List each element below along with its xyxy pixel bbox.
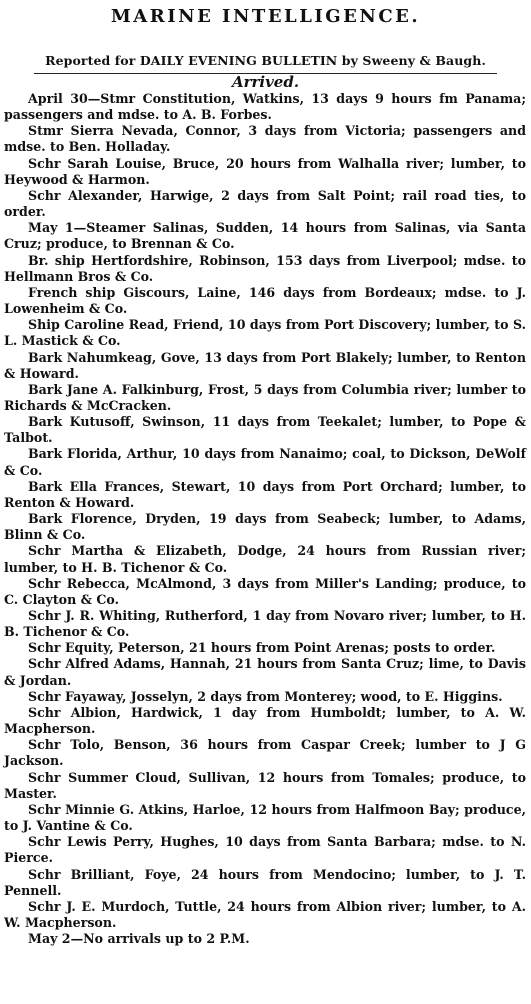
column-headline: MARINE INTELLIGENCE. <box>110 6 421 27</box>
arrival-entry: Bark Nahumkeag, Gove, 13 days from Port Blakely; lumber, to Renton & Howard. <box>4 349 526 381</box>
arrival-entry: Schr Alfred Adams, Hannah, 21 hours from Santa Cruz; lime, to Davis & Jordan. <box>4 656 526 688</box>
reported-by-line: Reported for DAILY EVENING BULLETIN by Sweeny & Baugh. <box>45 53 486 68</box>
arrival-entry: Br. ship Hertfordshire, Robinson, 153 days from Liverpool; mdse. to Hellmann Bros & Co. <box>4 252 526 284</box>
arrival-entry: Bark Florence, Dryden, 19 days from Seabeck; lumber, to Adams, Blinn & Co. <box>4 511 526 543</box>
arrival-entry: Schr Minnie G. Atkins, Harloe, 12 hours from Halfmoon Bay; produce, to J. Vantine & Co. <box>4 801 526 834</box>
arrival-entry: Schr Equity, Peterson, 21 hours from Point Arenas; posts to order. <box>28 640 496 656</box>
section-heading-arrived: Arrived. <box>231 73 300 91</box>
arrival-entry: Bark Kutusoff, Swinson, 11 days from Teekalet; lumber, to Pope & Talbot. <box>4 414 526 446</box>
arrivals-list <box>4 91 527 947</box>
arrival-entry: Schr Rebecca, McAlmond, 3 days from Miller's Landing; produce, to C. Clayton & Co. <box>4 575 526 607</box>
arrival-entry: Bark Ella Frances, Stewart, 10 days from Port Orchard; lumber, to Renton & Howard. <box>4 478 526 510</box>
arrival-entry: Schr Martha & Elizabeth, Dodge, 24 hours from Russian river; lumber, to H. B. Tichenor & Co. <box>4 543 526 575</box>
arrival-entry: May 1—Steamer Salinas, Sudden, 14 hours from Salinas, via Santa Cruz; produce, to Brennan & Co. <box>4 220 526 252</box>
arrival-entry: Ship Caroline Read, Friend, 10 days from Port Discovery; lumber, to S. L. Mastick & Co. <box>4 317 526 349</box>
arrival-entry: Bark Jane A. Falkinburg, Frost, 5 days from Columbia river; lumber to Richards & McCracken. <box>4 381 526 413</box>
arrival-entry: Schr J. E. Murdoch, Tuttle, 24 hours from Albion river; lumber, to A. W. Macpherson. <box>4 898 526 930</box>
arrival-entry: Schr Lewis Perry, Hughes, 10 days from Santa Barbara; mdse. to N. Pierce. <box>4 834 526 866</box>
arrival-entry: Schr Alexander, Harwige, 2 days from Salt Point; rail road ties, to order. <box>4 187 526 220</box>
arrival-entry: Schr Sarah Louise, Bruce, 20 hours from Walhalla river; lumber, to Heywood & Harmon. <box>4 155 526 187</box>
arrival-entry: Schr J. R. Whiting, Rutherford, 1 day from Novaro river; lumber, to H. B. Tichenor & Co. <box>4 608 526 640</box>
arrival-entry: April 30—Stmr Constitution, Watkins, 13 days 9 hours fm Panama; passengers and mdse. to A. B. Forbes. <box>4 91 526 123</box>
arrival-entry: French ship Giscours, Laine, 146 days from Bordeaux; mdse. to J. Lowenheim & Co. <box>4 284 526 317</box>
arrival-entry: Schr Brilliant, Foye, 24 hours from Mendocino; lumber, to J. T. Pennell. <box>4 866 526 898</box>
arrival-entry: May 2—No arrivals up to 2 P.M. <box>28 931 250 947</box>
arrival-entry: Bark Florida, Arthur, 10 days from Nanaimo; coal, to Dickson, DeWolf & Co. <box>4 446 526 478</box>
arrival-entry: Schr Tolo, Benson, 36 hours from Caspar Creek; lumber to J G Jackson. <box>4 737 526 769</box>
arrival-entry: Schr Albion, Hardwick, 1 day from Humboldt; lumber, to A. W. Macpherson. <box>4 704 526 737</box>
arrival-entry: Stmr Sierra Nevada, Connor, 3 days from Victoria; passengers and mdse. to Ben. Holladay. <box>4 123 526 155</box>
arrival-entry: Schr Summer Cloud, Sullivan, 12 hours from Tomales; produce, to Master. <box>4 769 526 801</box>
arrival-entry: Schr Fayaway, Josselyn, 2 days from Monterey; wood, to E. Higgins. <box>28 688 503 704</box>
